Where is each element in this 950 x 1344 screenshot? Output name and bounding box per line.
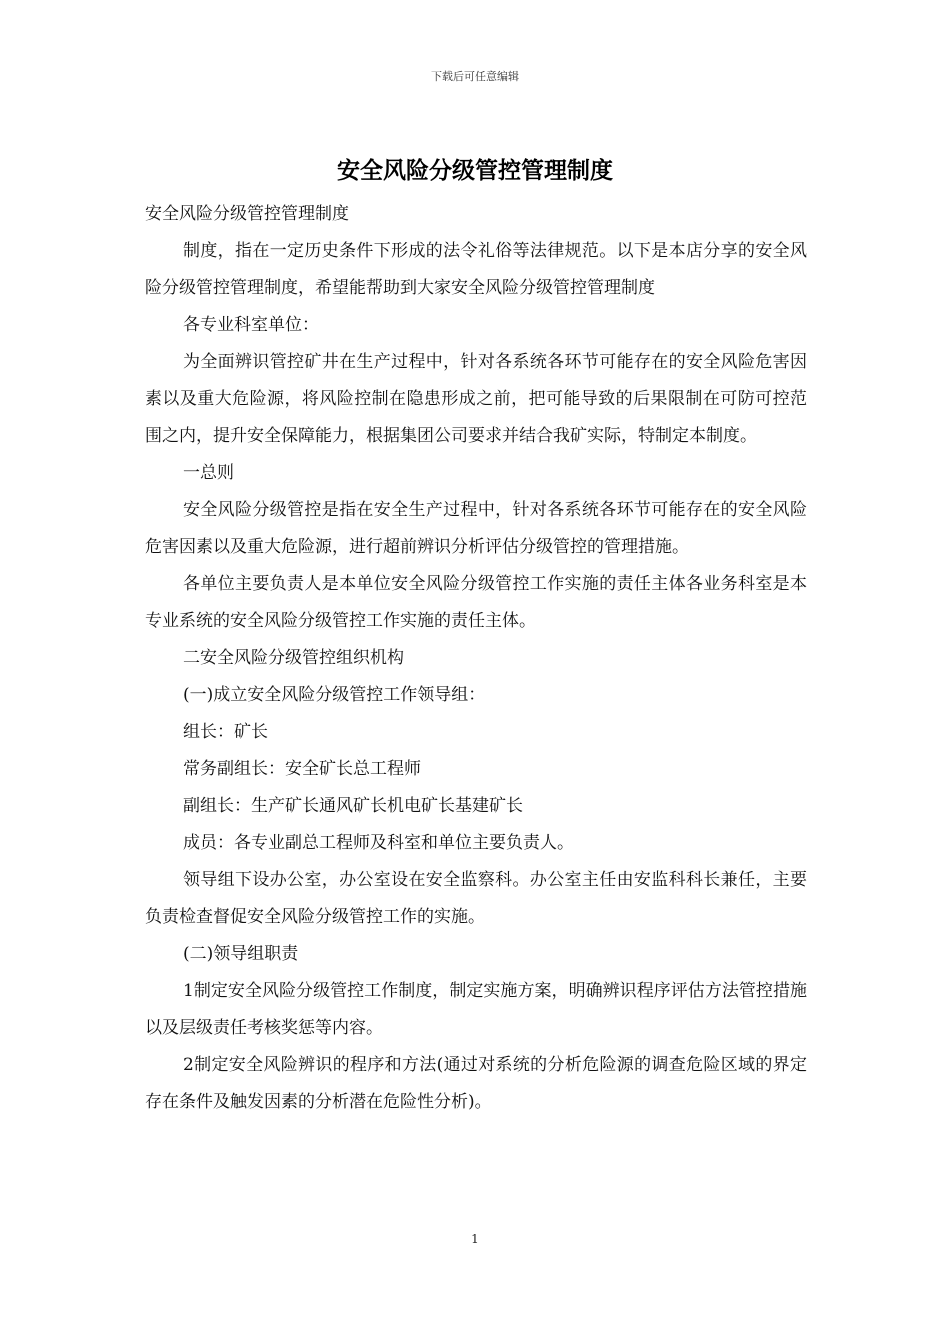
document-title: 安全风险分级管控管理制度: [337, 158, 613, 184]
body-paragraph: 各单位主要负责人是本单位安全风险分级管控工作实施的责任主体各业务科室是本专业系统的安全风险分级管控工作实施的责任主体。: [145, 574, 807, 631]
body-paragraph: 为全面辨识管控矿井在生产过程中，针对各系统各环节可能存在的安全风险危害因素以及重大危险源，将风险控制在隐患形成之前，把可能导致的后果限制在可防可控范围之内，提升安全保障能力，根据集团公司要求并结合我矿实际，特制定本制度。: [145, 352, 807, 446]
body-paragraph: 制度，指在一定历史条件下形成的法令礼俗等法律规范。以下是本店分享的安全风险分级管控管理制度，希望能帮助到大家安全风险分级管控管理制度: [145, 241, 807, 298]
body-paragraph: 1制定安全风险分级管控工作制度，制定实施方案，明确辨识程序评估方法管控措施以及层级责任考核奖惩等内容。: [145, 981, 807, 1038]
body-paragraph: 一总则: [183, 463, 234, 483]
body-paragraph: 安全风险分级管控管理制度: [145, 204, 349, 224]
body-paragraph: 二安全风险分级管控组织机构: [183, 648, 404, 668]
body-paragraph: (二)领导组职责: [183, 944, 299, 964]
body-paragraph: 领导组下设办公室，办公室设在安全监察科。办公室主任由安监科科长兼任，主要负责检查督促安全风险分级管控工作的实施。: [145, 870, 807, 927]
body-paragraph: 组长：矿长: [183, 722, 268, 742]
body-paragraph: 常务副组长：安全矿长总工程师: [183, 759, 421, 779]
body-paragraph: 副组长：生产矿长通风矿长机电矿长基建矿长: [183, 796, 523, 816]
body-paragraph: 各专业科室单位：: [183, 315, 319, 335]
body-paragraph: 成员：各专业副总工程师及科室和单位主要负责人。: [183, 833, 574, 853]
body-paragraph: 2制定安全风险辨识的程序和方法(通过对系统的分析危险源的调查危险区域的界定存在条件及触发因素的分析潜在危险性分析)。: [145, 1055, 807, 1112]
page-number: 1: [471, 1232, 479, 1246]
document-body: [145, 196, 807, 1121]
header-note: 下载后可任意编辑: [431, 70, 519, 83]
body-paragraph: 安全风险分级管控是指在安全生产过程中，针对各系统各环节可能存在的安全风险危害因素以及重大危险源，进行超前辨识分析评估分级管控的管理措施。: [145, 500, 807, 557]
body-paragraph: (一)成立安全风险分级管控工作领导组：: [183, 685, 486, 705]
